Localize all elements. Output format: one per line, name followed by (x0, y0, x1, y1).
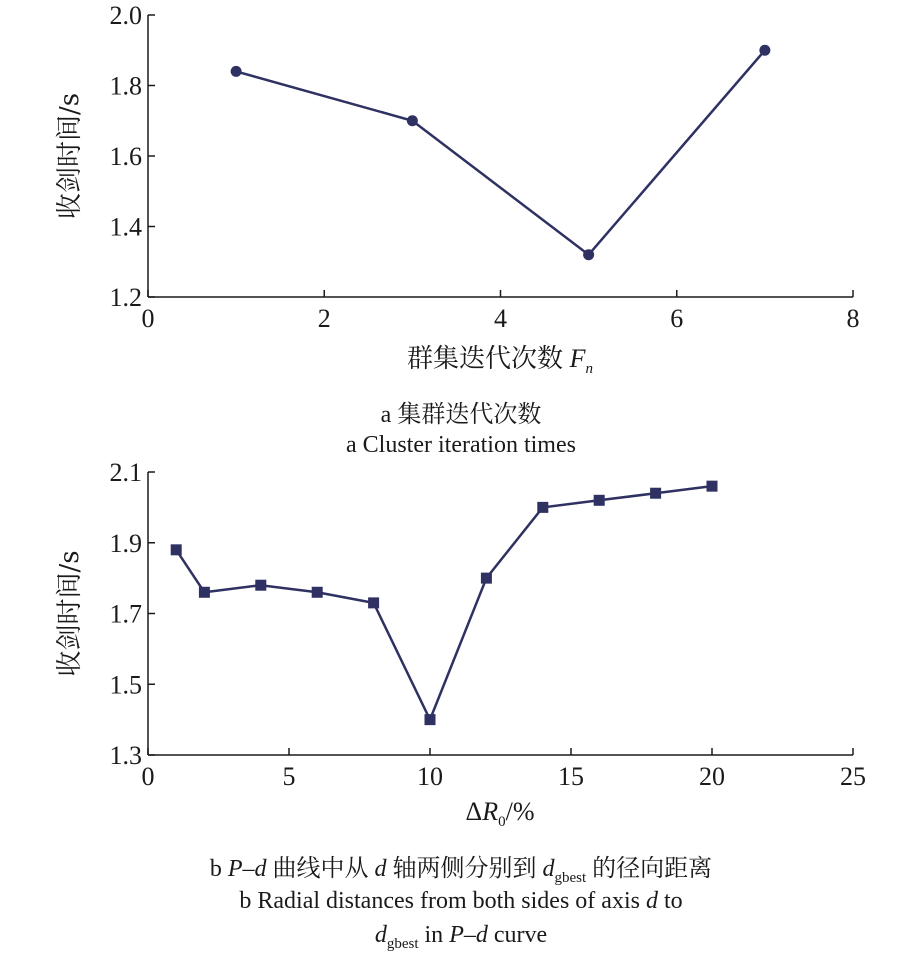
chart-a-data-point (583, 249, 594, 260)
chart-b-data-point (650, 488, 661, 499)
chart-a-y-tick-label: 1.8 (109, 71, 142, 101)
chart-b-caption-en-part: b Radial distances from both sides of axis (239, 888, 646, 914)
chart-a-x-tick-label: 4 (494, 304, 507, 333)
chart-b-caption-en-part: in (418, 922, 450, 948)
chart-b-x-label-subscript: 0 (498, 814, 506, 831)
chart-b-y-tick-label: 1.9 (109, 528, 142, 558)
chart-b-caption-en-part: P (449, 922, 464, 948)
chart-b-y-tick-label: 1.5 (109, 670, 142, 700)
chart-b-x-label-unit: /% (505, 797, 535, 826)
chart-a-x-tick-label: 6 (670, 304, 684, 333)
chart-b-x-tick-label: 25 (840, 762, 866, 791)
chart-b-data-point (594, 495, 605, 506)
chart-b-y-tick-label: 1.3 (109, 741, 142, 770)
chart-a-x-label-text: 群集迭代次数 (407, 344, 564, 373)
chart-b-caption-en-line2 (0, 922, 922, 953)
chart-a-y-tick-label: 1.2 (109, 283, 142, 312)
chart-a-y-tick-label: 2.0 (109, 1, 142, 30)
chart-b-series-line (176, 486, 712, 719)
chart-a-data-point (407, 115, 418, 126)
chart-b-data-point (707, 481, 718, 492)
chart-b-caption-cn-part: gbest (554, 869, 587, 886)
chart-b-x-label (0, 797, 922, 831)
chart-a-y-tick-label: 1.4 (109, 212, 142, 242)
chart-a-series-line (236, 50, 765, 254)
chart-a-data-point (759, 45, 770, 56)
chart-b-x-tick-label: 10 (417, 762, 443, 791)
chart-b-x-tick-label: 20 (699, 762, 725, 791)
chart-b-caption-en-part: – (463, 922, 476, 948)
chart-b-caption-en-part: d (475, 922, 488, 948)
chart-b-y-tick-label: 1.7 (109, 599, 142, 629)
chart-b-data-point (537, 502, 548, 513)
chart-b-x-label-symbol: R (482, 797, 499, 826)
chart-b-caption-en-part: gbest (386, 935, 419, 952)
chart-a-y-axis-label: 收剑时间/s (55, 92, 85, 220)
chart-a-x-tick-label: 2 (317, 304, 331, 333)
chart-b-data-point (368, 597, 379, 608)
chart-b (55, 458, 866, 791)
chart-a-x-tick-label: 8 (846, 304, 860, 333)
chart-a-x-label-subscript: n (585, 361, 593, 378)
chart-a-y-tick-label: 1.6 (109, 142, 142, 171)
chart-b-caption-cn-part: d (374, 856, 387, 882)
chart-b-data-point (481, 573, 492, 584)
chart-b-caption-en-line1 (0, 888, 922, 915)
chart-a-data-point (231, 66, 242, 77)
chart-b-caption-cn (0, 848, 922, 887)
chart-a-caption-cn: a 集群迭代次数 (380, 402, 542, 428)
chart-a-x-label-symbol: F (569, 344, 586, 373)
chart-a-x-tick-label: 0 (141, 304, 155, 333)
chart-b-caption-cn-part: b (209, 856, 228, 882)
chart-b-x-tick-label: 15 (558, 762, 584, 791)
chart-a-caption-en: a Cluster iteration times (346, 432, 576, 458)
chart-b-x-tick-label: 0 (141, 762, 155, 791)
chart-b-caption-cn-part: 的径向距离 (586, 856, 713, 882)
chart-b-data-point (255, 580, 266, 591)
chart-b-y-tick-label: 2.1 (109, 458, 142, 487)
chart-b-x-label-prefix: Δ (465, 797, 483, 826)
chart-b-caption-cn-part: d (254, 856, 267, 882)
chart-b-data-point (425, 714, 436, 725)
chart-b-x-tick-label: 5 (282, 762, 296, 791)
chart-a (55, 1, 860, 333)
chart-b-caption-cn-part: P (227, 856, 243, 882)
chart-b-caption-en-part: to (657, 888, 683, 914)
chart-b-caption-en-part: d (374, 922, 387, 948)
chart-b-caption-cn-part: 曲线中从 (266, 856, 375, 882)
chart-a-x-label (0, 338, 922, 378)
chart-b-data-point (312, 587, 323, 598)
chart-b-data-point (199, 587, 210, 598)
chart-b-caption-cn-part: d (542, 856, 555, 882)
chart-b-caption-cn-part: – (242, 856, 255, 882)
chart-b-data-point (171, 544, 182, 555)
chart-b-caption-en-part: d (645, 888, 658, 914)
chart-b-caption-en-part: curve (487, 922, 548, 948)
chart-b-caption-cn-part: 轴两侧分别到 (386, 856, 543, 882)
chart-b-y-axis-label: 收剑时间/s (55, 550, 85, 677)
